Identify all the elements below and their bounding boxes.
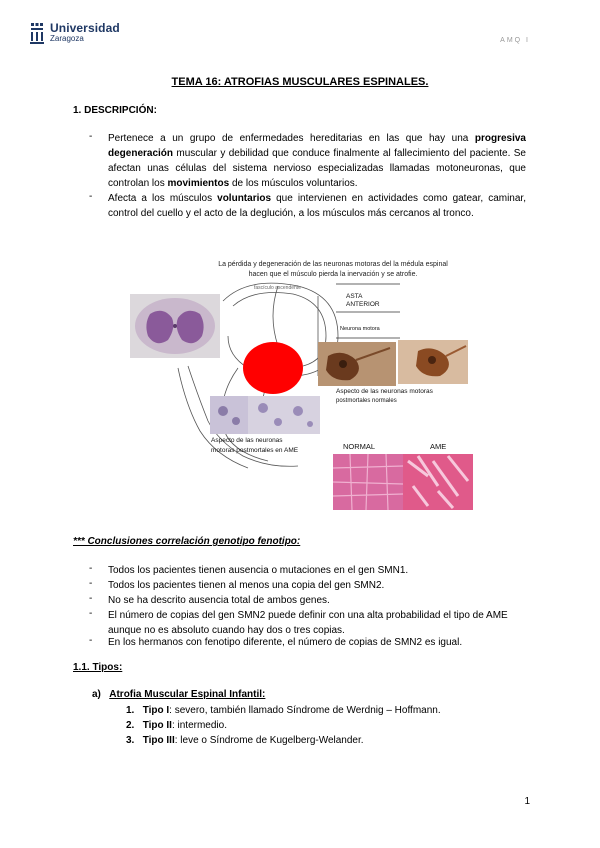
spinal-cord-section-image bbox=[130, 294, 220, 358]
description-paragraph-1: Pertenece a un grupo de enfermedades hereditarias en las que hay una progresiva degeneración muscular y debilidad que conduce finalmente al fallecimiento del paciente. Se afectan unas células del sistema nervioso especializadas llamadas motoneuronas, que controlan los movimientos de los músculos voluntarios. bbox=[108, 133, 526, 189]
figure-drawing bbox=[128, 256, 478, 512]
normal-label: NORMAL bbox=[343, 442, 376, 451]
types-heading: 1.1. Tipos: bbox=[73, 662, 123, 673]
conclusions-heading: *** Conclusiones correlación genotipo fenotipo: bbox=[73, 536, 301, 547]
bullet-dash: - bbox=[89, 635, 93, 646]
ame-label: AME bbox=[430, 442, 447, 451]
bullet-dash: - bbox=[89, 563, 93, 574]
university-logo-icon bbox=[30, 22, 44, 44]
conclusion-item: No se ha descrito ausencia total de ambos genes. bbox=[108, 595, 330, 606]
bullet-dash: - bbox=[89, 191, 93, 202]
neurona-motora-label: Neurona motora bbox=[340, 326, 380, 332]
conclusion-item: Todos los pacientes tienen al menos una copia del gen SMN2. bbox=[108, 580, 385, 591]
section-heading-descripcion: 1. DESCRIPCIÓN: bbox=[73, 105, 157, 116]
motor-neuron-highlight bbox=[243, 342, 303, 394]
page-title: TEMA 16: ATROFIAS MUSCULARES ESPINALES. bbox=[171, 76, 429, 88]
university-city: Zaragoza bbox=[50, 34, 84, 43]
conclusion-item: El número de copias del gen SMN2 puede definir con una alta probabilidad el tipo de AME aunque no es absoluto cuando hay dos o tres copias. bbox=[108, 610, 508, 636]
svg-text:ASTA: ASTA bbox=[346, 293, 363, 300]
bullet-dash: - bbox=[89, 578, 93, 589]
type-item-2: 2. Tipo II: intermedio. bbox=[126, 720, 227, 731]
sma-neuron-images bbox=[210, 396, 320, 434]
type-item-1: 1. Tipo I: severo, también llamado Síndrome de Werdnig – Hoffmann. bbox=[126, 705, 441, 716]
figure-caption-line-1: La pérdida y degeneración de las neuronas motoras del la médula espinal bbox=[218, 261, 448, 268]
postmortem-normal-caption-2: postmortales normales bbox=[336, 398, 397, 404]
bullet-dash: - bbox=[89, 131, 93, 142]
university-name: Universidad bbox=[50, 21, 120, 35]
figure-caption-line-2: hacen que el músculo pierda la inervación y se atrofie. bbox=[248, 271, 418, 278]
bullet-dash: - bbox=[89, 593, 93, 604]
postmortem-sma-caption-2: motoras postmortales en AME bbox=[211, 447, 299, 454]
tract-label: fascículo ascendente bbox=[254, 285, 301, 291]
postmortem-normal-caption-1: Aspecto de las neuronas motoras bbox=[336, 388, 433, 395]
conclusion-item: En los hermanos con fenotipo diferente, el número de copias de SMN2 es igual. bbox=[108, 637, 463, 648]
description-paragraph-2: Afecta a los músculos voluntarios que intervienen en actividades como gatear, caminar, control del cuello y el acto de la deglución, a los músculos más cercanos al tronco. bbox=[108, 193, 526, 219]
page-number: 1 bbox=[524, 796, 530, 807]
muscle-histology-ame bbox=[403, 454, 473, 510]
bullet-dash: - bbox=[89, 608, 93, 619]
course-tag: AMQ I bbox=[500, 37, 530, 44]
postmortem-sma-caption-1: Aspecto de las neuronas bbox=[211, 437, 283, 444]
types-subheading: a) Atrofia Muscular Espinal Infantil: bbox=[92, 689, 266, 700]
sma-illustration-figure bbox=[128, 256, 478, 512]
muscle-histology-normal bbox=[333, 454, 403, 510]
normal-neuron-images bbox=[318, 340, 468, 386]
svg-text:ANTERIOR: ANTERIOR bbox=[346, 301, 380, 308]
type-item-3: 3. Tipo III: leve o Síndrome de Kugelberg-Welander. bbox=[126, 735, 364, 746]
conclusion-item: Todos los pacientes tienen ausencia o mutaciones en el gen SMN1. bbox=[108, 565, 409, 576]
